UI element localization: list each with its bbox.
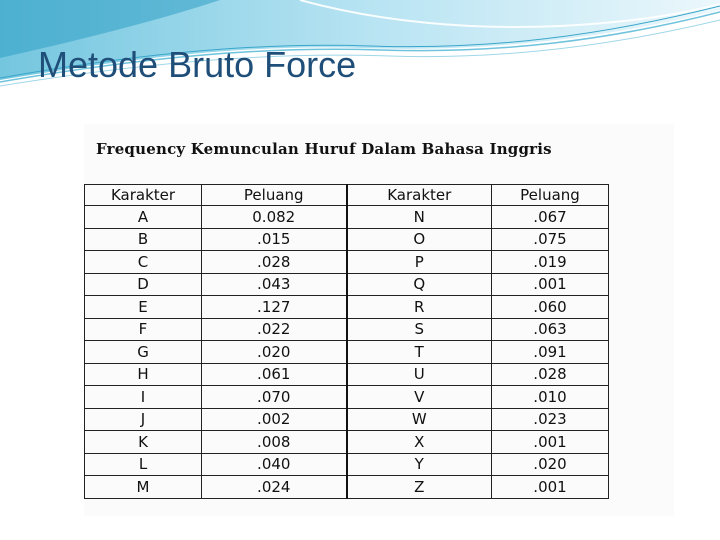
table-cell: P [347, 251, 492, 274]
table-cell: .019 [492, 251, 609, 274]
table-cell: .091 [492, 341, 609, 364]
table-cell: .002 [202, 408, 347, 431]
table-row [85, 408, 609, 431]
table-cell: S [347, 318, 492, 341]
table-cell: C [85, 251, 202, 274]
table-cell: G [85, 341, 202, 364]
table-cell: .028 [492, 363, 609, 386]
table-row [85, 296, 609, 319]
table-cell: W [347, 408, 492, 431]
table-cell: O [347, 228, 492, 251]
table-cell: .001 [492, 431, 609, 454]
table-cell: .020 [492, 453, 609, 476]
table-cell: .020 [202, 341, 347, 364]
table-cell: V [347, 386, 492, 409]
table-cell: Z [347, 476, 492, 499]
table-cell: I [85, 386, 202, 409]
table-row [85, 431, 609, 454]
table-cell: .075 [492, 228, 609, 251]
table-row [85, 341, 609, 364]
table-cell: .008 [202, 431, 347, 454]
table-cell: M [85, 476, 202, 499]
frequency-table [84, 184, 609, 499]
table-header-row [85, 185, 609, 206]
table-cell: .043 [202, 273, 347, 296]
table-cell: B [85, 228, 202, 251]
table-cell: Q [347, 273, 492, 296]
table-row [85, 273, 609, 296]
table-cell: N [347, 206, 492, 229]
table-row [85, 206, 609, 229]
slide-title: Metode Bruto Force [38, 44, 357, 85]
table-cell: X [347, 431, 492, 454]
table-row [85, 363, 609, 386]
table-cell: D [85, 273, 202, 296]
table-cell: Y [347, 453, 492, 476]
table-row [85, 476, 609, 499]
table-cell: T [347, 341, 492, 364]
table-cell: K [85, 431, 202, 454]
table-cell: R [347, 296, 492, 319]
table-cell: .067 [492, 206, 609, 229]
table-row [85, 318, 609, 341]
figure-caption: Frequency Kemunculan Huruf Dalam Bahasa Inggris [96, 140, 552, 158]
column-header: Karakter [347, 185, 492, 206]
table-cell: .040 [202, 453, 347, 476]
table-row [85, 251, 609, 274]
table-cell: A [85, 206, 202, 229]
column-header: Karakter [85, 185, 202, 206]
table-cell: J [85, 408, 202, 431]
table-cell: E [85, 296, 202, 319]
column-header: Peluang [492, 185, 609, 206]
table-cell: .028 [202, 251, 347, 274]
table-cell: .001 [492, 273, 609, 296]
table-cell: .010 [492, 386, 609, 409]
table-cell: L [85, 453, 202, 476]
table-cell: .015 [202, 228, 347, 251]
table-cell: .070 [202, 386, 347, 409]
table-cell: F [85, 318, 202, 341]
table-row [85, 228, 609, 251]
table-cell: .127 [202, 296, 347, 319]
table-cell: U [347, 363, 492, 386]
column-header: Peluang [202, 185, 347, 206]
table-cell: .061 [202, 363, 347, 386]
table-cell: .024 [202, 476, 347, 499]
table-cell: 0.082 [202, 206, 347, 229]
table-cell: .063 [492, 318, 609, 341]
table-cell: .023 [492, 408, 609, 431]
table-row [85, 386, 609, 409]
table-row [85, 453, 609, 476]
table-cell: .060 [492, 296, 609, 319]
table-cell: .022 [202, 318, 347, 341]
table-cell: H [85, 363, 202, 386]
table-cell: .001 [492, 476, 609, 499]
